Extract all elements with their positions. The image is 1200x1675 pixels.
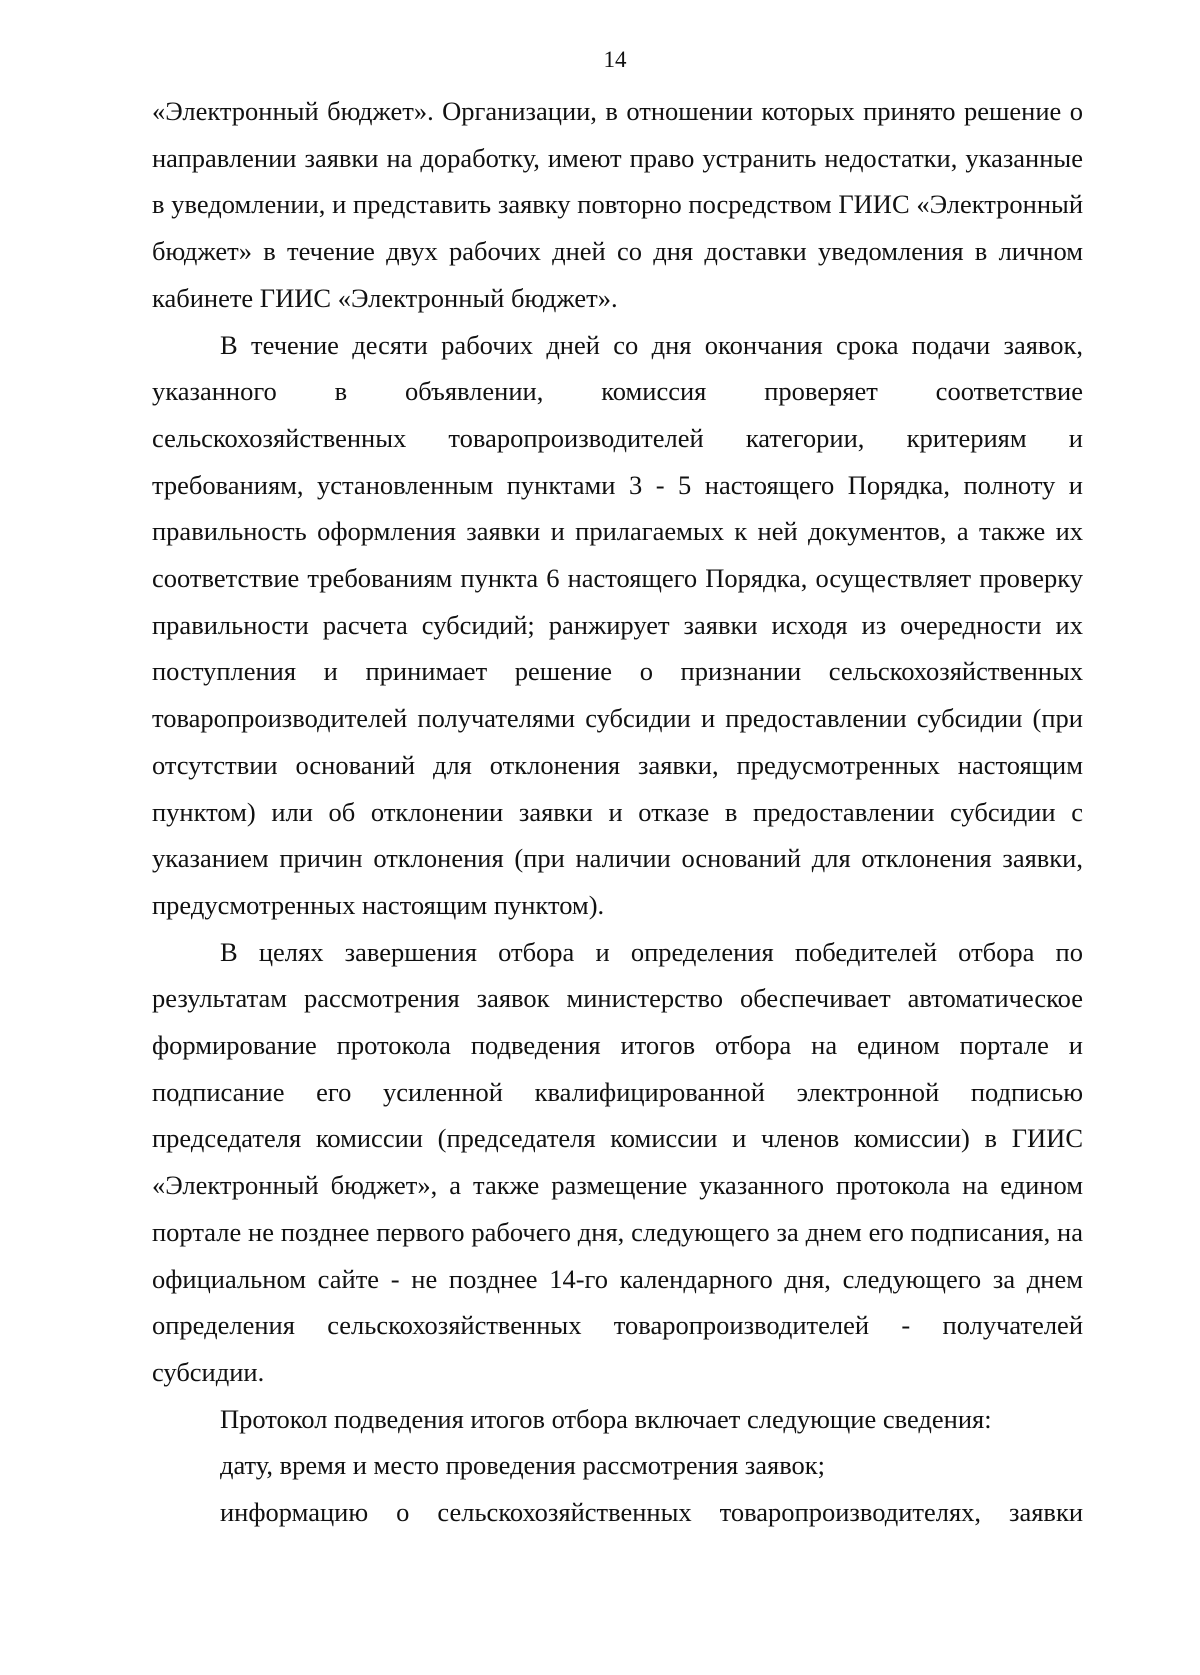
paragraph-protocol-formation: В целях завершения отбора и определения победителей отбора по результатам рассмотрения заявок министерство обеспечивает автоматическое формирование протокола подведения итогов отбора на едином портале и подписание его усиленной квалифицированной электронной подписью председателя комиссии (председателя комиссии и членов комиссии) в ГИИС «Электронный бюджет», а также размещение указанного протокола на едином портале не позднее первого рабочего дня, следующего за днем его подписания, на официальном сайте - не позднее 14-го календарного дня, следующего за днем определения сельскохозяйственных товаропроизводителей - получателей субсидии.	[152, 936, 1083, 1387]
list-item-producers-info: информацию о сельскохозяйственных товаропроизводителях, заявки	[220, 1497, 1083, 1528]
paragraph-protocol-contents: Протокол подведения итогов отбора включает следующие сведения:	[220, 1403, 992, 1434]
page-number: 14	[603, 47, 627, 72]
list-item-date-time-place: дату, время и место проведения рассмотрения заявок;	[220, 1450, 826, 1481]
document-body	[152, 88, 1083, 1536]
paragraph-commission-review: В течение десяти рабочих дней со дня окончания срока подачи заявок, указанного в объявлении, комиссия проверяет соответствие сельскохозяйственных товаропроизводителей категории, критериям и требованиям, установленным пунктами 3 - 5 настоящего Порядка, полноту и правильность оформления заявки и прилагаемых к ней документов, а также их соответствие требованиям пункта 6 настоящего Порядка, осуществляет проверку правильности расчета субсидий; ранжирует заявки исходя из очередности их поступления и принимает решение о признании сельскохозяйственных товаропроизводителей получателями субсидии и предоставлении субсидии (при отсутствии оснований для отклонения заявки, предусмотренных настоящим пунктом) или об отклонении заявки и отказе в предоставлении субсидии с указанием причин отклонения (при наличии оснований для отклонения заявки, предусмотренных настоящим пунктом).	[152, 329, 1083, 920]
paragraph-continuation: «Электронный бюджет». Организации, в отношении которых принято решение о направлении заявки на доработку, имеют право устранить недостатки, указанные в уведомлении, и представить заявку повторно посредством ГИИС «Электронный бюджет» в течение двух рабочих дней со дня доставки уведомления в личном кабинете ГИИС «Электронный бюджет».	[152, 96, 1083, 313]
